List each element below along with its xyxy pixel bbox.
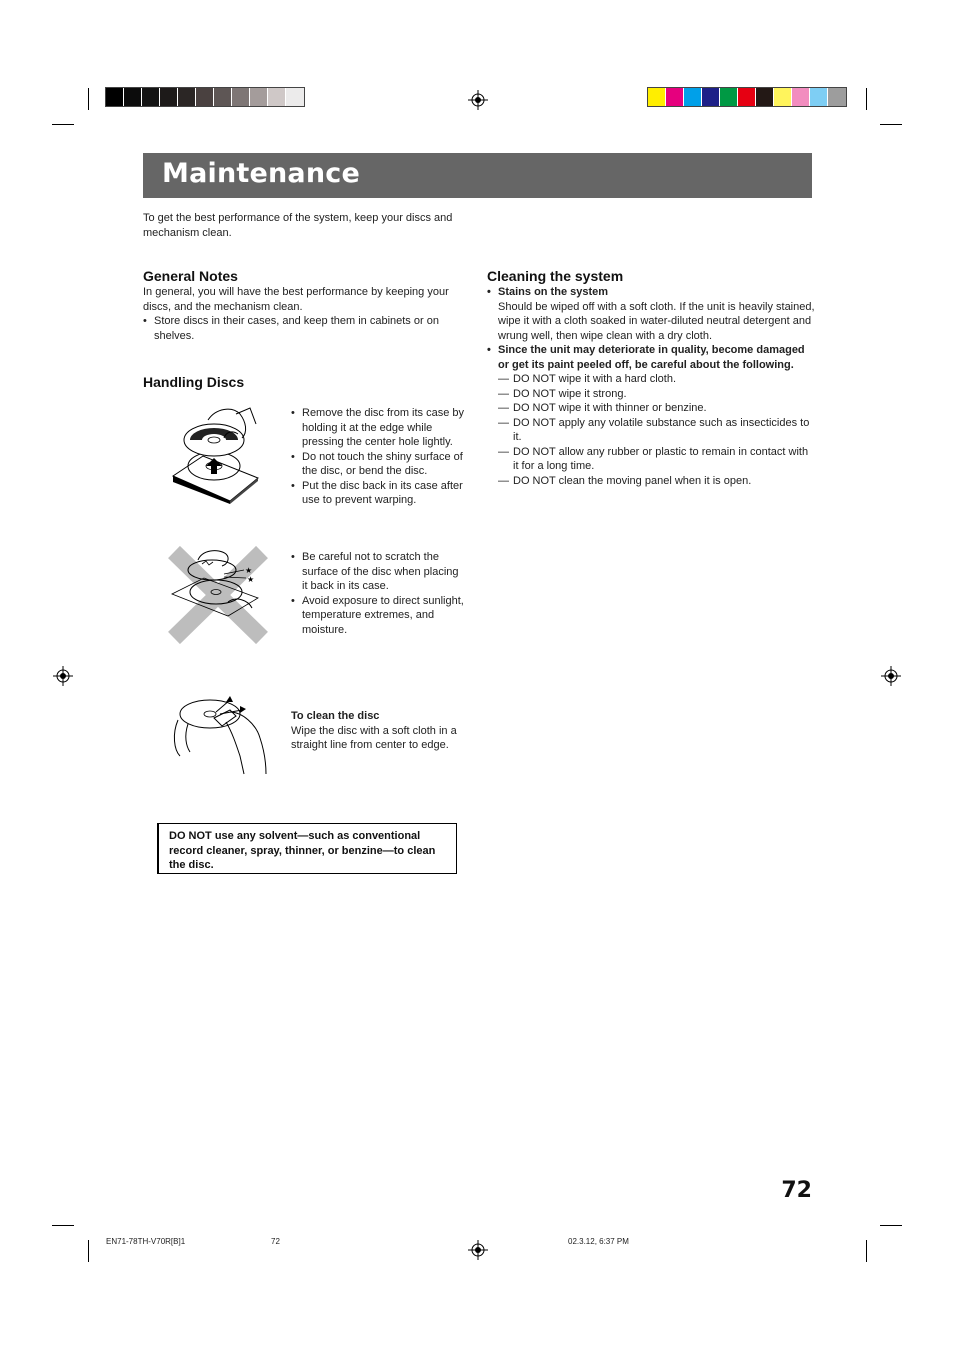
registration-mark-icon xyxy=(468,1240,488,1260)
color-swatch xyxy=(106,88,124,106)
caution-item: — DO NOT allow any rubber or plastic to remain in contact with it for a long time. xyxy=(498,445,815,474)
color-swatch xyxy=(828,88,846,106)
crop-mark xyxy=(88,88,89,110)
handling-group-2 xyxy=(291,550,466,637)
caution-item: — DO NOT wipe it strong. xyxy=(498,387,815,402)
disc-scratch-warning-illustration xyxy=(168,546,268,644)
intro-text: To get the best performance of the system, keep your discs and mechanism clean. xyxy=(143,212,453,239)
handling-bullet: • Avoid exposure to direct sunlight, temperature extremes, and moisture. xyxy=(291,594,466,638)
color-swatch xyxy=(720,88,738,106)
caution-item: — DO NOT wipe it with thinner or benzine. xyxy=(498,401,815,416)
color-swatch xyxy=(250,88,268,106)
color-swatch xyxy=(160,88,178,106)
registration-mark-icon xyxy=(468,90,488,110)
color-swatch xyxy=(774,88,792,106)
stains-text: Should be wiped off with a soft cloth. If the unit is heavily stained, wipe it with a cloth soaked in water-diluted neutral detergent and wrung well, then wipe clean with a dry cloth. xyxy=(498,300,815,342)
solvent-warning-box xyxy=(157,823,457,874)
color-swatch xyxy=(756,88,774,106)
crop-mark xyxy=(88,1240,89,1262)
color-swatch xyxy=(810,88,828,106)
color-swatch xyxy=(666,88,684,106)
handling-group-1 xyxy=(291,406,466,508)
page-number: 72 xyxy=(781,1178,812,1203)
color-swatch xyxy=(196,88,214,106)
stains-heading: • Stains on the system xyxy=(487,285,815,300)
color-swatch xyxy=(268,88,286,106)
clean-disc-text: Wipe the disc with a soft cloth in a straight line from center to edge. xyxy=(291,724,457,751)
caution-item: — DO NOT apply any volatile substance such as insecticides to it. xyxy=(498,416,815,445)
title-bar xyxy=(143,153,812,198)
svg-text:★: ★ xyxy=(245,566,253,575)
handling-bullet: • Do not touch the shiny surface of the disc, or bend the disc. xyxy=(291,450,466,479)
color-swatch xyxy=(142,88,160,106)
crop-mark xyxy=(866,1240,867,1262)
caution-item: — DO NOT wipe it with a hard cloth. xyxy=(498,372,815,387)
color-swatch xyxy=(124,88,142,106)
color-strip xyxy=(648,88,846,106)
handling-bullet: • Put the disc back in its case after use to prevent warping. xyxy=(291,479,466,508)
general-notes-bullet: • Store discs in their cases, and keep them in cabinets or on shelves. xyxy=(143,314,468,343)
color-swatch xyxy=(214,88,232,106)
general-notes-section xyxy=(143,285,468,343)
caution-heading: • Since the unit may deteriorate in quality, become damaged or get its paint peeled off, be careful about the following. xyxy=(487,343,815,372)
cleaning-system-section xyxy=(487,285,815,488)
color-swatch xyxy=(232,88,250,106)
caution-item: — DO NOT clean the moving panel when it is open. xyxy=(498,474,815,489)
footer-timestamp: 02.3.12, 6:37 PM xyxy=(568,1237,629,1246)
caution-list xyxy=(487,372,815,488)
footer-page: 72 xyxy=(271,1237,280,1246)
cleaning-system-heading: Cleaning the system xyxy=(487,268,624,284)
crop-mark xyxy=(52,124,74,125)
general-notes-text: In general, you will have the best performance by keeping your discs, and the mechanism clean. xyxy=(143,286,449,313)
color-swatch xyxy=(684,88,702,106)
disc-removal-illustration xyxy=(168,404,263,504)
registration-mark-icon xyxy=(53,666,73,686)
svg-text:★: ★ xyxy=(247,575,255,584)
handling-discs-heading: Handling Discs xyxy=(143,374,245,390)
color-swatch xyxy=(702,88,720,106)
clean-disc-heading: To clean the disc xyxy=(291,710,380,722)
color-swatch xyxy=(178,88,196,106)
crop-mark xyxy=(52,1225,74,1226)
general-notes-heading: General Notes xyxy=(143,268,238,284)
footer-file-id: EN71-78TH-V70R[B]1 xyxy=(106,1237,186,1246)
handling-bullet: • Remove the disc from its case by holding it at the edge while pressing the center hole lightly. xyxy=(291,406,466,450)
color-swatch xyxy=(648,88,666,106)
solvent-warning-text: DO NOT use any solvent—such as conventional record cleaner, spray, thinner, or benzine—to clean the disc. xyxy=(169,830,436,871)
page-title: Maintenance xyxy=(162,158,360,189)
disc-cleaning-illustration xyxy=(170,690,270,778)
crop-mark xyxy=(880,124,902,125)
color-swatch xyxy=(286,88,304,106)
handling-bullet: • Be careful not to scratch the surface of the disc when placing it back in its case. xyxy=(291,550,466,594)
crop-mark xyxy=(866,88,867,110)
clean-disc-section xyxy=(291,709,466,753)
grayscale-strip xyxy=(106,88,304,106)
color-swatch xyxy=(792,88,810,106)
color-swatch xyxy=(738,88,756,106)
crop-mark xyxy=(880,1225,902,1226)
registration-mark-icon xyxy=(881,666,901,686)
